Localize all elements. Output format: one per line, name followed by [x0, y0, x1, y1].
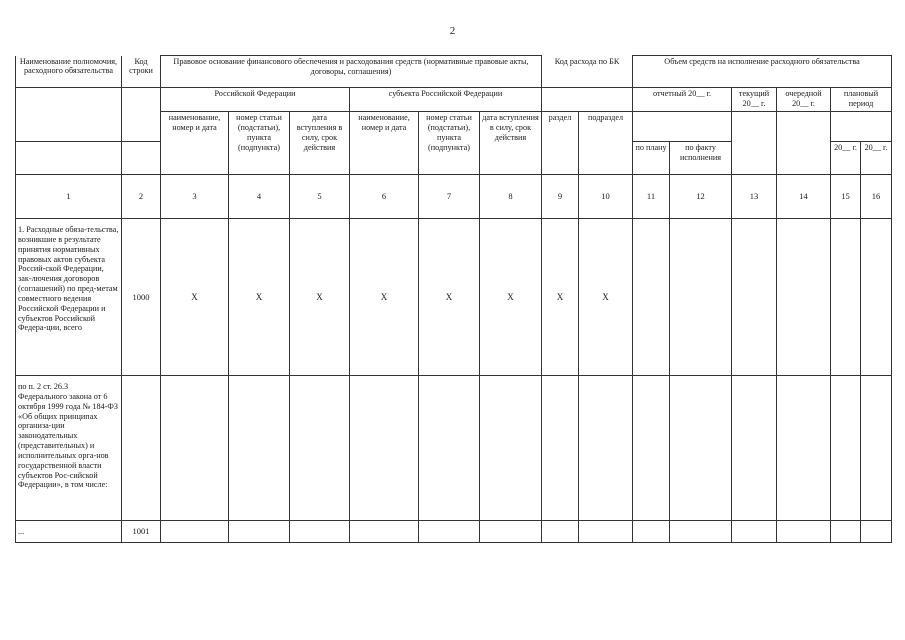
column-number: 2 [122, 175, 161, 219]
value-cell [670, 376, 732, 521]
value-cell [777, 219, 831, 376]
column-number: 10 [579, 175, 633, 219]
x-mark: X [480, 219, 542, 376]
column-number: 7 [419, 175, 480, 219]
header-planning-period: плановый период [831, 88, 892, 112]
value-cell [161, 376, 229, 521]
header-code-spacer-3 [122, 142, 161, 175]
value-cell [579, 376, 633, 521]
x-mark: X [350, 219, 419, 376]
value-cell [542, 521, 579, 543]
column-number: 8 [480, 175, 542, 219]
column-number: 16 [861, 175, 892, 219]
header-powers-spacer-3 [16, 142, 122, 175]
x-mark: X [161, 219, 229, 376]
value-cell [861, 219, 892, 376]
column-number: 11 [633, 175, 670, 219]
value-cell [229, 376, 290, 521]
header-rf-name-number-date: наименование, номер и дата [161, 112, 229, 175]
header-by-plan: по плану [633, 142, 670, 175]
value-cell [542, 376, 579, 521]
header-planning-spacer [831, 112, 892, 142]
value-cell [777, 521, 831, 543]
value-cell [831, 219, 861, 376]
table-row [16, 219, 892, 376]
row-name: ... [16, 521, 122, 543]
header-powers-spacer-2 [16, 112, 122, 142]
column-number: 4 [229, 175, 290, 219]
value-cell [777, 376, 831, 521]
header-subj-name-number-date: наименование, номер и дата [350, 112, 419, 175]
value-cell [670, 219, 732, 376]
value-cell [290, 376, 350, 521]
header-legal-basis: Правовое основание финансового обеспечения и расходования средств (нормативные правовые акты, договоры, соглашения) [161, 56, 542, 88]
header-code-spacer [122, 88, 161, 112]
value-cell [633, 219, 670, 376]
value-cell [579, 521, 633, 543]
column-number: 12 [670, 175, 732, 219]
header-row-code: Код строки [122, 56, 161, 88]
value-cell [732, 521, 777, 543]
header-actual: по факту исполнения [670, 142, 732, 175]
value-cell [480, 376, 542, 521]
column-number: 3 [161, 175, 229, 219]
header-section: раздел [542, 112, 579, 175]
value-cell [480, 521, 542, 543]
header-reporting-spacer [633, 112, 732, 142]
value-cell [350, 521, 419, 543]
column-number: 1 [16, 175, 122, 219]
x-mark: X [579, 219, 633, 376]
value-cell [732, 219, 777, 376]
header-plan-year-1: 20__ г. [831, 142, 861, 175]
value-cell [732, 376, 777, 521]
header-plan-year-2: 20__ г. [861, 142, 892, 175]
column-number: 15 [831, 175, 861, 219]
value-cell [670, 521, 732, 543]
column-number: 6 [350, 175, 419, 219]
x-mark: X [542, 219, 579, 376]
column-number: 14 [777, 175, 831, 219]
table-row [16, 521, 892, 543]
header-current-year: текущий 20__ г. [732, 88, 777, 112]
header-current-spacer [732, 112, 777, 175]
expenditure-obligations-table [15, 55, 892, 543]
header-bk-code: Код расхода по БК [542, 56, 633, 88]
header-bk-spacer [542, 88, 633, 112]
table-row [16, 376, 892, 521]
value-cell [419, 376, 480, 521]
value-cell [633, 521, 670, 543]
row-name: по п. 2 ст. 26.3 Федерального закона от 6 октября 1999 года № 184-ФЗ «Об общих принципах организа-ции законодательных (представительных) и исполнительных орга-нов государственной власти субъектов Рос-сийской Федерации», в том числе: [16, 376, 122, 521]
x-mark: X [229, 219, 290, 376]
column-number: 9 [542, 175, 579, 219]
header-next-spacer [777, 112, 831, 175]
value-cell [861, 521, 892, 543]
header-reporting-year: отчетный 20__ г. [633, 88, 732, 112]
header-rf-article-number: номер статьи (подстатьи), пункта (подпункта) [229, 112, 290, 175]
header-powers-name: Наименование полномочия, расходного обязательства [16, 56, 122, 88]
header-subsection: подраздел [579, 112, 633, 175]
column-number: 5 [290, 175, 350, 219]
value-cell [290, 521, 350, 543]
row-name: 1. Расходные обяза-тельства, возникшие в результате принятия нормативных правовых актов субъекта Россий-ской Федерации, зак-лючения договоров (соглашений) по пред-метам совместного ведения Российской Федерации и субъектов Российской Федера-ции, всего [16, 219, 122, 376]
row-code [122, 376, 161, 521]
header-code-spacer-2 [122, 112, 161, 142]
page-number: 2 [449, 25, 456, 37]
row-code: 1001 [122, 521, 161, 543]
header-subj-effective-date: дата вступления в силу, срок действия [480, 112, 542, 175]
value-cell [861, 376, 892, 521]
column-number: 13 [732, 175, 777, 219]
header-next-year: очередной 20__ г. [777, 88, 831, 112]
value-cell [633, 376, 670, 521]
header-subj-article-number: номер статьи (подстатьи), пункта (подпункта) [419, 112, 480, 175]
row-code: 1000 [122, 219, 161, 376]
header-powers-spacer [16, 88, 122, 112]
value-cell [419, 521, 480, 543]
header-funds-volume: Объем средств на исполнение расходного обязательства [633, 56, 892, 88]
header-rf-effective-date: дата вступления в силу, срок действия [290, 112, 350, 175]
x-mark: X [290, 219, 350, 376]
value-cell [350, 376, 419, 521]
value-cell [229, 521, 290, 543]
header-subject-rf: субъекта Российской Федерации [350, 88, 542, 112]
value-cell [831, 376, 861, 521]
value-cell [831, 521, 861, 543]
value-cell [161, 521, 229, 543]
header-rf: Российской Федерации [161, 88, 350, 112]
x-mark: X [419, 219, 480, 376]
